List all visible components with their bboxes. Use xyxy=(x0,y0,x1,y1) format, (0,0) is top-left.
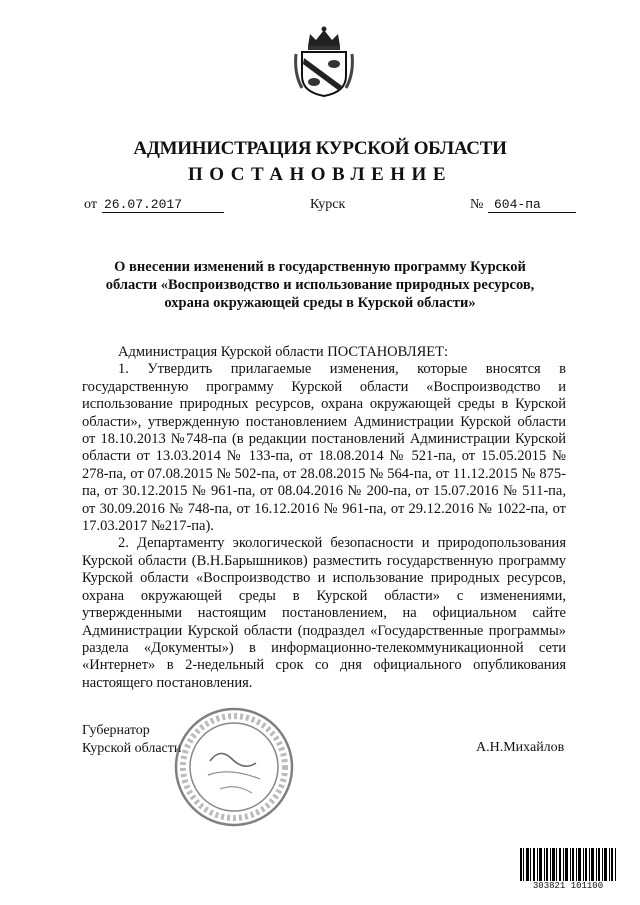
resolution-lead: Администрация Курской области ПОСТАНОВЛЯЕТ: xyxy=(118,344,449,360)
title-line: области «Воспроизводство и использование природных ресурсов, xyxy=(105,277,535,293)
title-line: О внесении изменений в государственную программу Курской xyxy=(114,259,526,275)
stamp-icon xyxy=(170,703,298,831)
organization-name: АДМИНИСТРАЦИЯ КУРСКОЙ ОБЛАСТИ xyxy=(133,138,507,159)
paragraph-1: 1. Утвердить прилагаемые изменения, которые вносятся в государственную программу Курской области «Воспроизводство и использование природных ресурсов, охрана окружающей среды в Курской области», утвержденную постановлением Администрации Курской области от 18.10.2013 №748-па (в редакции постановлений Администрации Курской области от 13.03.2014 № 133-па, от 18.08.2014 № 521-па, от 15.05.2015 № 278-па, от 07.08.2015 № 502-па, от 28.08.2015 № 564-па, от 11.12.2015 № 875-па, от 30.12.2015 № 961-па, от 08.04.2016 № 200-па, от 15.07.2016 № 511-па, от 30.09.2016 № 748-па, от 16.12.2016 № 961-па, от 29.12.2016 № 1022-па, от 17.03.2017 №217-па). xyxy=(82,361,566,535)
position-line: Губернатор xyxy=(82,723,150,738)
document-title xyxy=(78,258,562,312)
city-name: Курск xyxy=(310,197,346,212)
signatory-position xyxy=(82,722,181,758)
document-type: ПОСТАНОВЛЕНИЕ xyxy=(187,164,453,185)
coat-of-arms-icon xyxy=(292,24,356,98)
number-label: № xyxy=(470,197,484,212)
date-label: от xyxy=(84,197,97,212)
paragraph-2: 2. Департаменту экологической безопасности и природопользования Курской области (В.Н.Барышников) разместить государственную программу Курской области «Воспроизводство и использование природных ресурсов, охрана окружающей среды в Курской области» с изменениями, утвержденными настоящим постановлением, на официальном сайте Администрации Курской области (подраздел «Государственные программы» раздела «Документы») в информационно-телекоммуникационной сети «Интернет» в 2-недельный срок со дня официального опубликования настоящего постановления. xyxy=(82,535,566,691)
number-value: 604-па xyxy=(488,197,576,213)
barcode-number: 303821 101100 xyxy=(518,881,618,892)
document-body xyxy=(82,344,566,692)
date-value: 26.07.2017 xyxy=(102,197,224,213)
signatory-name: А.Н.Михайлов xyxy=(476,740,565,755)
title-line: охрана окружающей среды в Курской области» xyxy=(164,295,476,311)
position-line: Курской области xyxy=(82,741,182,756)
